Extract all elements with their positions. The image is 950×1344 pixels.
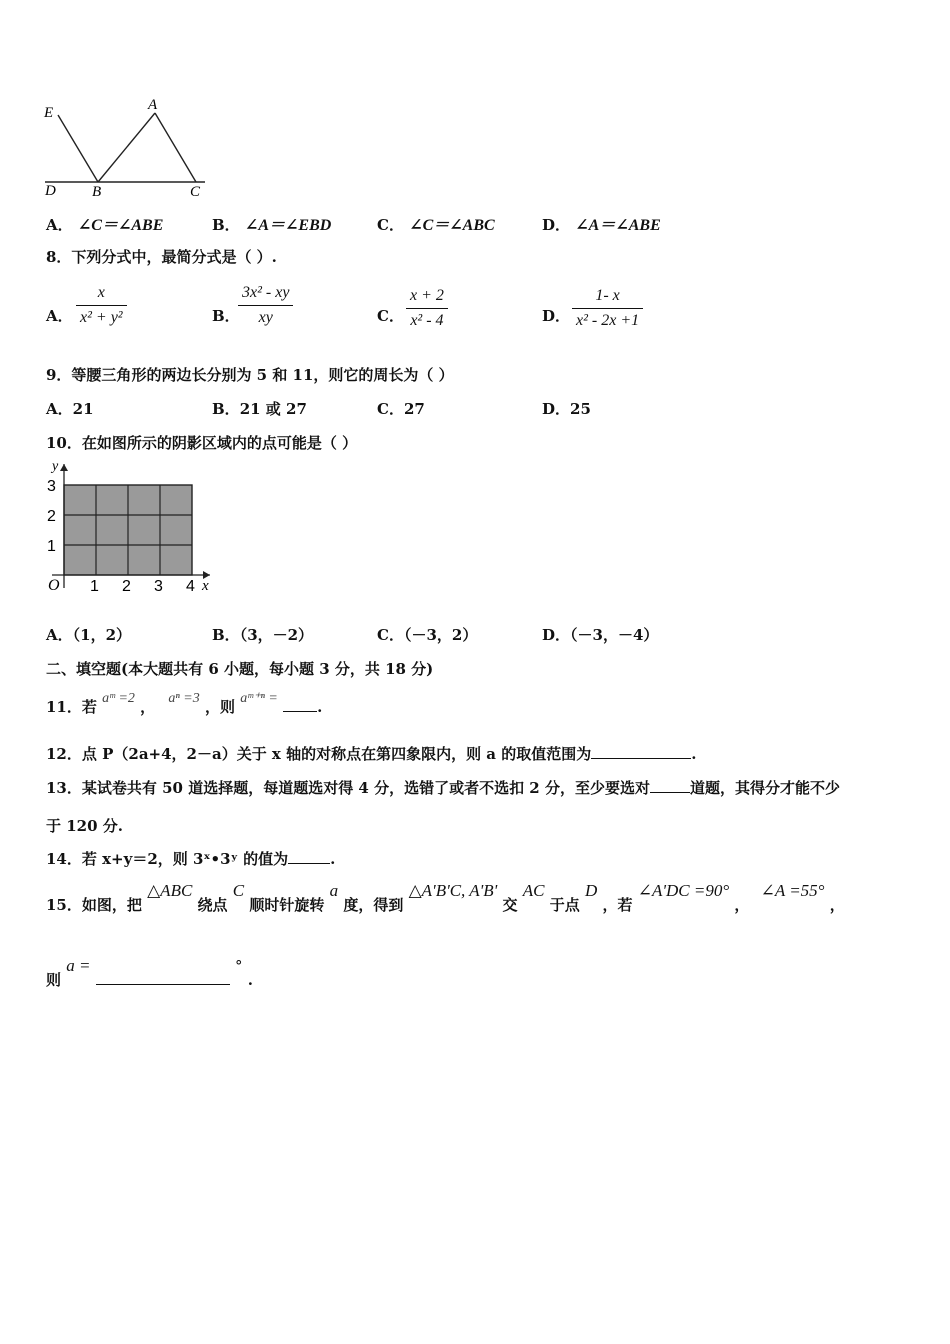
q7-option-b[interactable]: B． ∠A＝∠EBD (212, 216, 332, 234)
q15-angle-a: a (329, 881, 339, 900)
q8-option-c-letter[interactable]: C． (377, 307, 404, 325)
q12-line (46, 743, 696, 764)
q10-stem: 10．在如图所示的阴影区域内的点可能是（ ） (46, 434, 358, 452)
q10-grid-figure (42, 458, 220, 598)
q15-line1 (46, 880, 845, 914)
q8-option-d-letter[interactable]: D． (542, 307, 571, 325)
q15-triangle-abc: △ABC (147, 881, 193, 900)
q11-end: . (317, 698, 323, 716)
q11-line (46, 686, 322, 716)
fraction-numerator: 1- x (572, 287, 643, 309)
q12-end: . (691, 745, 697, 763)
line-ba (98, 113, 155, 182)
q8-option-a-fraction[interactable] (76, 284, 127, 327)
q9-option-a[interactable]: A．21 (46, 400, 94, 418)
q11-number: 11．若 (46, 698, 97, 716)
q15-answer-blank[interactable] (96, 984, 230, 985)
q15-angle-a-55: ∠A =55° (760, 881, 825, 900)
q7-option-d[interactable]: D． ∠A＝∠ABE (542, 216, 661, 234)
q15-triangle-abc-prime: △A'B'C, A'B' (408, 881, 498, 900)
q15-end: . (247, 971, 253, 989)
q11-answer-blank[interactable] (283, 711, 317, 712)
y-tick-1: 1 (47, 538, 56, 555)
fraction-numerator: x (76, 284, 127, 306)
q10-option-c[interactable]: C．（－3，2） (377, 626, 478, 644)
q14-end: . (330, 850, 336, 868)
y-tick-2: 2 (47, 508, 56, 525)
q8-stem: 8．下列分式中，最简分式是（ ）. (46, 248, 277, 266)
q11-expr-amn: aᵐ⁺ⁿ = (240, 691, 278, 706)
q15-point-c: C (232, 881, 245, 900)
y-axis-label: y (52, 459, 59, 474)
label-c: C (190, 184, 201, 200)
q9-stem: 9．等腰三角形的两边长分别为 5 和 11，则它的周长为（ ） (46, 366, 454, 384)
section-2-heading: 二、填空题(本大题共有 6 小题，每小题 3 分，共 18 分) (46, 660, 434, 678)
q15-a-equals: a = (66, 956, 91, 975)
fraction-denominator: x² - 2x +1 (576, 312, 640, 329)
q11-expr-an: aⁿ =3 (168, 691, 200, 706)
x-tick-3: 3 (154, 578, 163, 595)
q8-option-b-fraction[interactable] (238, 284, 293, 327)
y-axis-arrow (60, 464, 68, 471)
q8-option-c-fraction[interactable] (406, 287, 448, 330)
q15-angle-adc: ∠A'DC =90° (637, 881, 730, 900)
q15-p5: 交 (502, 896, 518, 914)
q7-angle-figure (40, 95, 210, 200)
fraction-denominator: xy (258, 309, 273, 326)
q7-option-a[interactable]: A． ∠C＝∠ABE (46, 216, 164, 234)
q15-degree: ° (234, 957, 243, 975)
origin-label: O (48, 577, 60, 594)
q15-p4: 度，得到 (343, 896, 404, 914)
q15-p6: 于点 (549, 896, 580, 914)
q10-option-b[interactable]: B．（3，－2） (212, 626, 314, 644)
label-b: B (92, 184, 102, 200)
q13-line2: 于 120 分. (46, 817, 123, 835)
q10-option-d[interactable]: D．（－3，－4） (542, 626, 659, 644)
q8-option-a-letter[interactable]: A． (46, 307, 73, 325)
q12-text: 12．点 P（2a+4，2－a）关于 x 轴的对称点在第四象限内，则 a 的取值范围为 (46, 745, 592, 763)
x-tick-2: 2 (122, 578, 131, 595)
q13-text: 13．某试卷共有 50 道选择题，每道题选对得 4 分，选错了或者不选扣 2 分，至少要选对 (46, 779, 650, 797)
q9-option-d[interactable]: D．25 (542, 400, 591, 418)
q14-answer-blank[interactable] (288, 863, 330, 864)
q11-expr-am: aᵐ =2 (102, 691, 135, 706)
q13-answer-blank[interactable] (650, 792, 690, 793)
q10-option-a[interactable]: A．（1，2） (46, 626, 132, 644)
line-ac (155, 113, 196, 182)
q15-p9: ， (829, 896, 845, 914)
q15-p8: ， (734, 896, 750, 914)
fraction-denominator: x² - 4 (410, 312, 444, 329)
q15-segment-ac: AC (522, 881, 545, 900)
q11-sep: ， (140, 698, 156, 716)
label-a: A (148, 97, 158, 113)
label-d: D (45, 183, 56, 199)
fraction-denominator: x² + y² (80, 309, 123, 326)
q15-then: 则 (46, 971, 62, 989)
q12-answer-blank[interactable] (591, 758, 691, 759)
q15-p1: 15．如图，把 (46, 896, 142, 914)
label-e: E (44, 105, 54, 121)
q15-p3: 顺时针旋转 (249, 896, 325, 914)
q13-text-after: 道题，其得分才能不少 (689, 779, 840, 797)
q7-option-c[interactable]: C． ∠C＝∠ABC (377, 216, 495, 234)
q15-point-d: D (584, 881, 598, 900)
q15-p7: ，若 (602, 896, 633, 914)
q14-line (46, 848, 335, 869)
fraction-numerator: 3x² - xy (238, 284, 293, 306)
q15-line2 (46, 955, 253, 989)
x-axis-label: x (202, 578, 209, 594)
y-tick-3: 3 (47, 478, 56, 495)
q15-p2: 绕点 (197, 896, 228, 914)
q11-then: ，则 (204, 698, 235, 716)
fraction-numerator: x + 2 (406, 287, 448, 309)
q14-text: 14．若 x+y＝2，则 3ˣ•3ʸ 的值为 (46, 850, 289, 868)
q9-option-b[interactable]: B．21 或 27 (212, 400, 307, 418)
q13-line1 (46, 777, 840, 798)
q8-option-d-fraction[interactable] (572, 287, 643, 330)
q9-option-c[interactable]: C．27 (377, 400, 425, 418)
x-tick-4: 4 (186, 578, 195, 595)
q8-option-b-letter[interactable]: B． (212, 307, 240, 325)
x-tick-1: 1 (90, 578, 99, 595)
line-eb (58, 115, 98, 182)
